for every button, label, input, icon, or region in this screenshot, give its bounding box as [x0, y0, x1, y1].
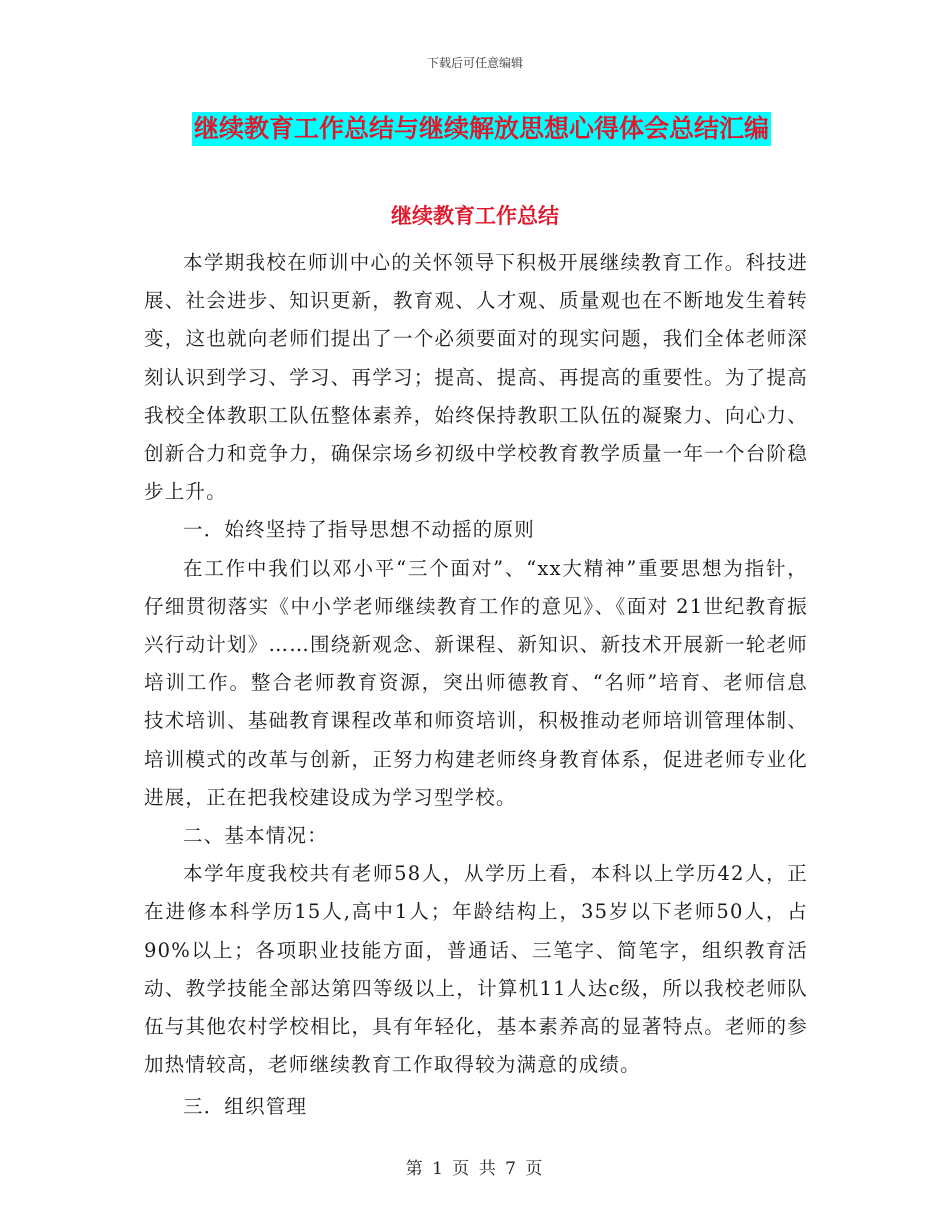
heading-basic-situation: 二、基本情况： — [183, 824, 328, 848]
main-title: 继续教育工作总结与继续解放思想心得体会总结汇编 — [192, 112, 771, 146]
heading-guiding-principle: 一．始终坚持了指导思想不动摇的原则 — [183, 518, 535, 542]
header-note: 下载后可任意编辑 — [426, 56, 523, 70]
page-footer: 第 1 页 共 7 页 — [405, 1159, 545, 1179]
heading-organization: 三．组织管理 — [183, 1095, 308, 1119]
paragraph-basic-situation: 本学年度我校共有老师58人，从学历上看，本科以上学历42人，正在进修本科学历15人,高中1人；年龄结构上，35岁以下老师50人，占90%以上；各项职业技能方面，普通话、三笔字、简笔字，组织教育活动、教学技能全部达第四等级以上，计算机11人达c级，所以我校老师队伍与其他农村学校相比，具有年轻化，基本素养高的显著特点。老师的参加热情较高，老师继续教育工作取得较为满意的成绩。 — [144, 862, 808, 1077]
paragraph-guiding-principle: 在工作中我们以邓小平“三个面对”、“xx大精神”重要思想为指针，仔细贯彻落实《中小学老师继续教育工作的意见》、《面对 21世纪教育振兴行动计划》……围绕新观念、新课程、新知识、新技术开展新一轮老师培训工作。整合老师教育资源，突出师德教育、“名师”培育、老师信息技术培训、基础教育课程改革和师资培训，积极推动老师培训管理体制、培训模式的改革与创新，正努力构建老师终身教育体系，促进老师专业化进展，正在把我校建设成为学习型学校。 — [144, 556, 808, 809]
paragraph-intro: 本学期我校在师训中心的关怀领导下积极开展继续教育工作。科技进展、社会进步、知识更新，教育观、人才观、质量观也在不断地发生着转变，这也就向老师们提出了一个必须要面对的现实问题，我们全体老师深刻认识到学习、学习、再学习；提高、提高、再提高的重要性。为了提高我校全体教职工队伍整体素养，始终保持教职工队伍的凝聚力、向心力、创新合力和竞争力，确保宗场乡初级中学校教育教学质量一年一个台阶稳步上升。 — [144, 251, 808, 504]
section-title: 继续教育工作总结 — [391, 203, 559, 228]
document-body — [144, 244, 808, 1127]
